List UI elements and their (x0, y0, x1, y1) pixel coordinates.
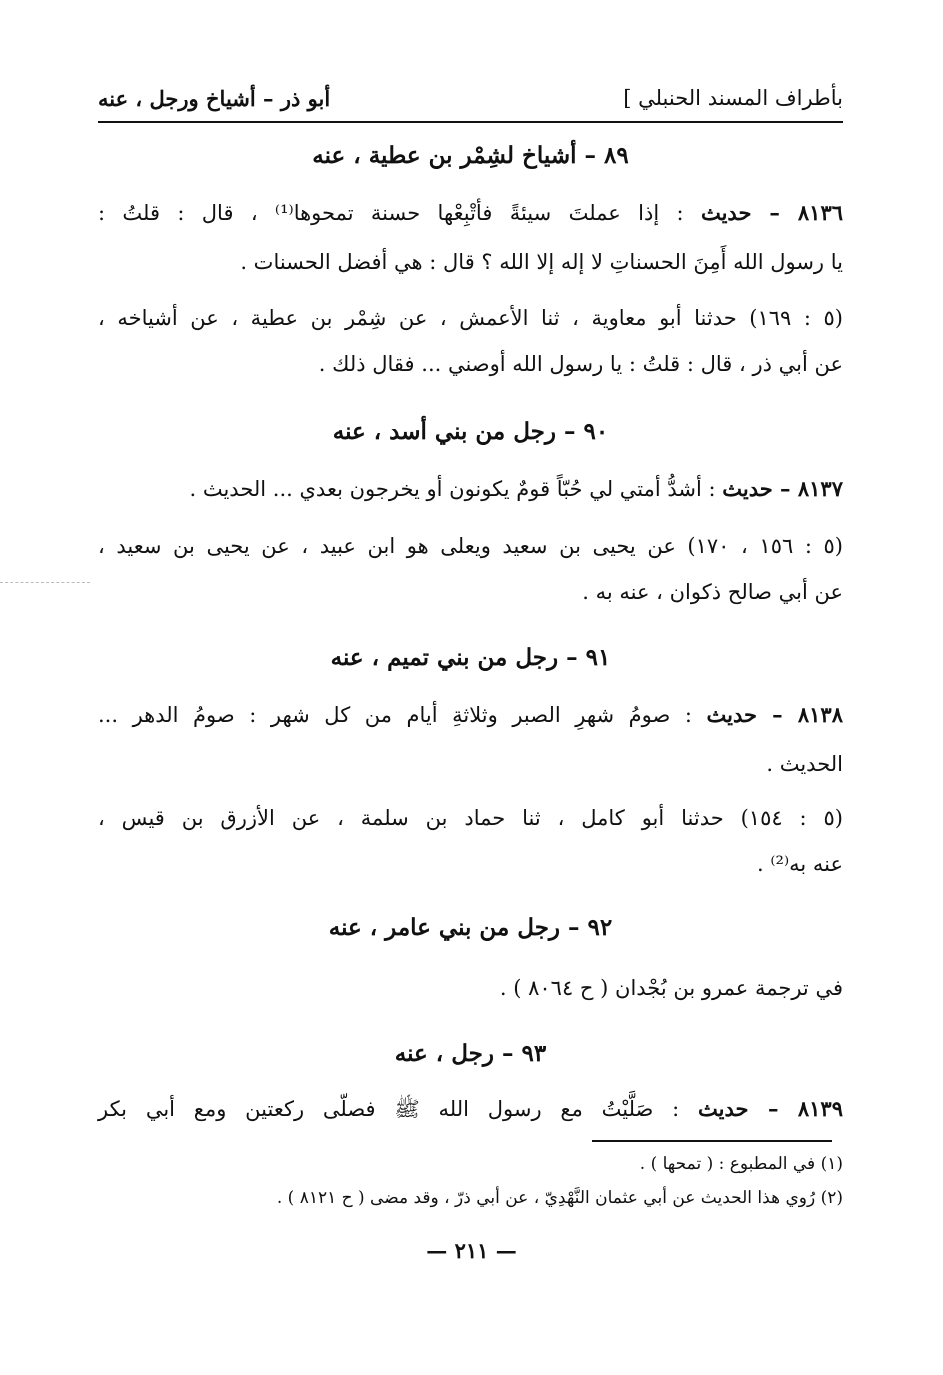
hadith-number: ٨١٣٦ – حديث (700, 200, 844, 225)
isnad-8137-line-1: (٥ : ١٥٦ ، ١٧٠) عن يحيى بن سعيد ويعلى هو ابن عبيد ، عن يحيى بن سعيد ، (98, 534, 843, 558)
scan-artifact-divider (0, 582, 90, 583)
footnote-rule (592, 1140, 832, 1142)
running-header-title: بأطراف المسند الحنبلي ] (623, 86, 843, 110)
cross-reference-line: في ترجمة عمرو بن بُجْدان ( ح ٨٠٦٤ ) . (499, 976, 843, 1000)
hadith-number: ٨١٣٩ – حديث (698, 1096, 843, 1121)
footnote-2: (٢) رُوي هذا الحديث عن أبي عثمان النَّهْدِيّ ، عن أبي ذرّ ، وقد مضى ( ح ٨١٢١ ) . (276, 1188, 843, 1208)
hadith-8139-line-1 (98, 1096, 843, 1127)
section-heading-91: ٩١ – رجل من بني تميم ، عنه (330, 644, 611, 671)
hadith-8137-line-1 (189, 476, 843, 501)
hadith-number: ٨١٣٧ – حديث (722, 476, 843, 501)
section-heading-89: ٨٩ – أشياخ لشِمْر بن عطية ، عنه (312, 142, 629, 169)
hadith-8136-line-1 (98, 200, 843, 225)
hadith-8138-line-1 (98, 702, 843, 727)
isnad-8138-line-2: عنه به⁽²⁾ . (757, 852, 843, 876)
page-number: — ٢١١ — (426, 1238, 517, 1263)
hadith-8136-line-2: يا رسول الله أَمِنَ الحسناتِ لا إله إلا الله ؟ قال : هي أفضل الحسنات . (240, 250, 843, 274)
footnote-1: (١) في المطبوع : ( تمحها ) . (639, 1154, 843, 1174)
isnad-8136-line-2: عن أبي ذر ، قال : قلتُ : يا رسول الله أوصني ... فقال ذلك . (318, 352, 843, 376)
hadith-text: : صَلَّيْتُ مع رسول الله ﷺ فصلّى ركعتين ومع أبي بكر (98, 1097, 680, 1121)
isnad-8138-line-1: (٥ : ١٥٤) حدثنا أبو كامل ، ثنا حماد بن سلمة ، عن الأزرق بن قيس ، (98, 806, 843, 830)
isnad-8136-line-1: (٥ : ١٦٩) حدثنا أبو معاوية ، ثنا الأعمش ، عن شِمْر بن عطية ، عن أشياخه ، (98, 306, 843, 330)
hadith-text: : أشدُّ أمتي لي حُبّاً قومٌ يكونون أو يخرجون بعدي ... الحديث . (189, 477, 716, 501)
running-header-section: أبو ذر – أشياخ ورجل ، عنه (98, 86, 331, 111)
hadith-8138-line-2: الحديث . (766, 752, 843, 776)
section-heading-93: ٩٣ – رجل ، عنه (394, 1040, 547, 1067)
section-heading-92: ٩٢ – رجل من بني عامر ، عنه (328, 914, 613, 941)
hadith-text: : صومُ شهرِ الصبر وثلاثةِ أيام من كل شهر : صومُ الدهر ... (98, 703, 692, 727)
hadith-text: : إذا عملتَ سيئةً فأتْبِعْها حسنة تمحوها⁽¹⁾ ، قال : قلتُ : (98, 201, 684, 225)
header-rule (98, 121, 843, 123)
hadith-number: ٨١٣٨ – حديث (706, 702, 843, 727)
isnad-8137-line-2: عن أبي صالح ذكوان ، عنه به . (582, 580, 843, 604)
section-heading-90: ٩٠ – رجل من بني أسد ، عنه (332, 418, 609, 445)
